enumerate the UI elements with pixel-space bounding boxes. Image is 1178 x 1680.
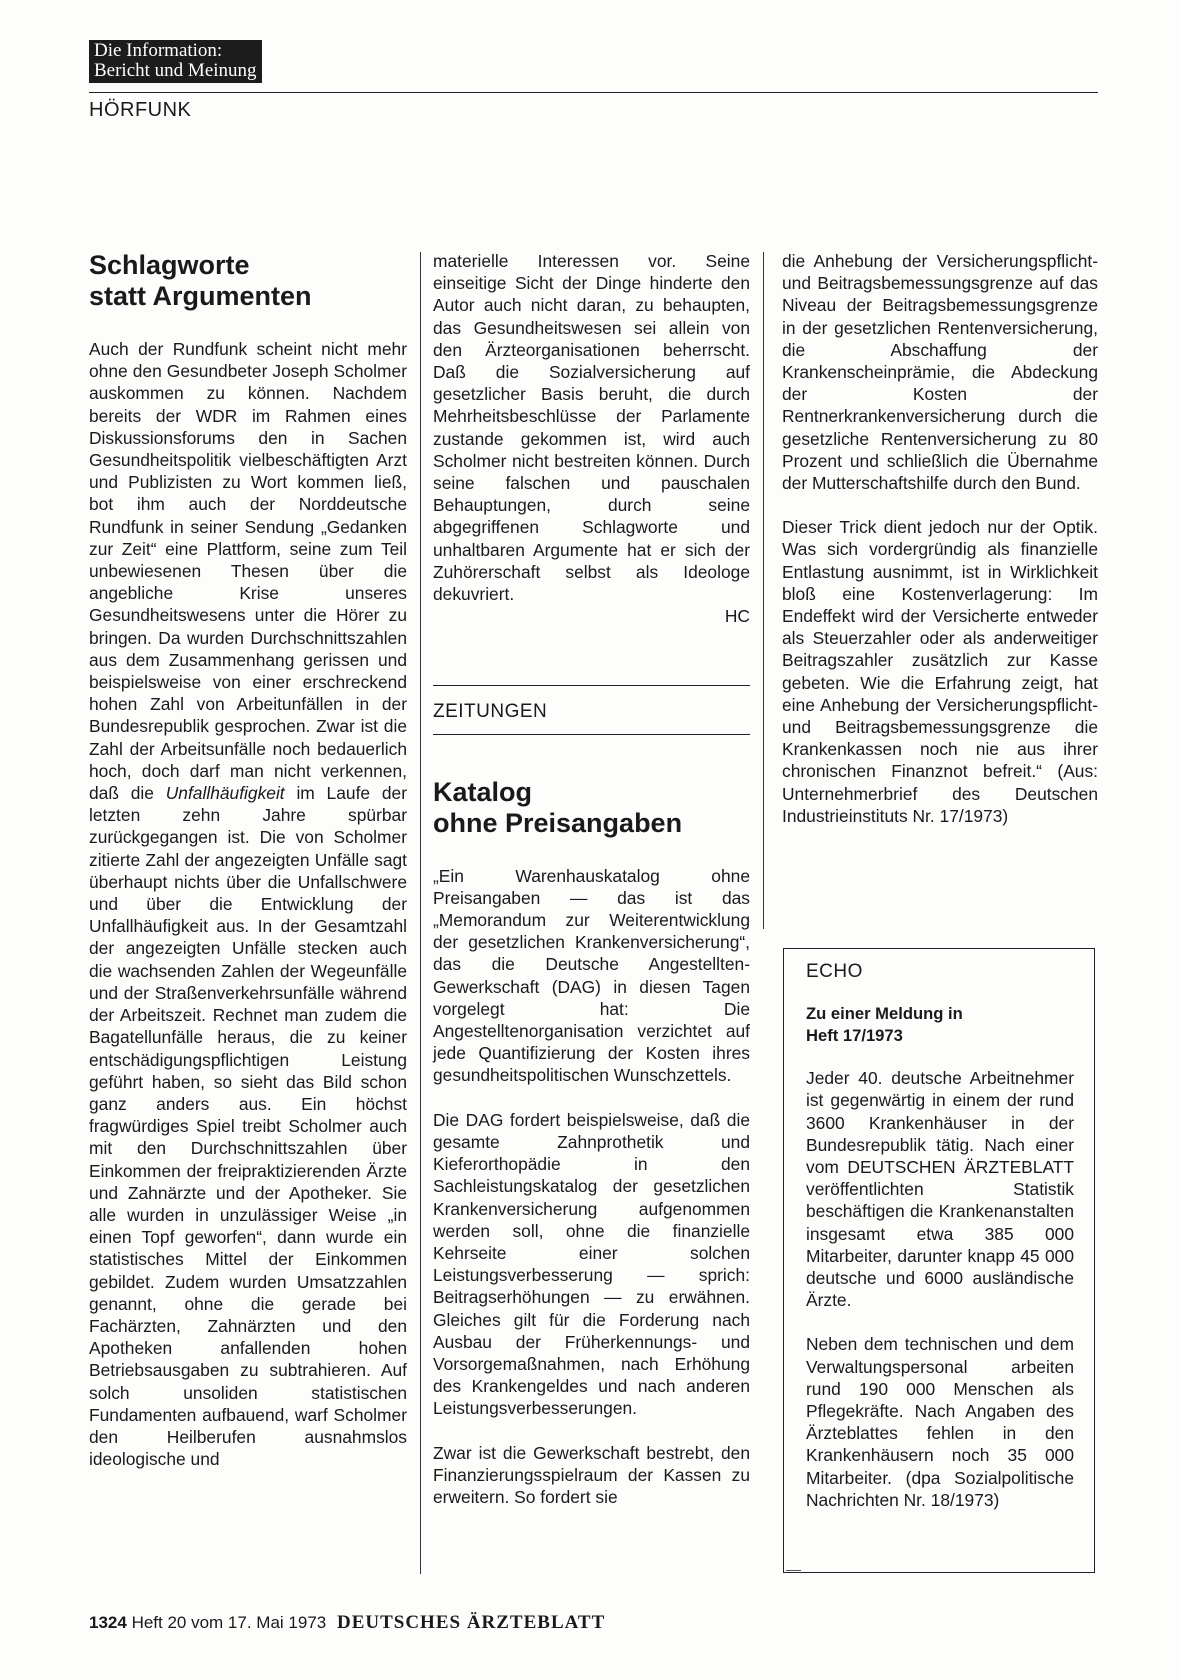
column-3	[782, 250, 1098, 827]
article-1-continuation: materielle Interessen vor. Seine einseitige Sicht der Dinge hinderte den Autor auch nicht daran, zu behaupten, das Gesundheitswesen sei allein von den Ärzteorganisationen beherrscht. Daß die Sozialversicherung auf gesetzlicher Basis beruht, die durch Mehrheitsbeschlüsse der Parlamente zustande gekommen ist, wird auch Scholmer nicht bestreiten können. Durch seine falschen und pauschalen Behauptungen, durch seine abgegriffenen Schlagworte und unhaltbaren Argumente hat er sich der Zuhörerschaft selbst als Ideologe dekuvriert.	[433, 251, 750, 605]
masthead-line-2: Bericht und Meinung	[94, 60, 257, 81]
article-2-paragraph-2: Die DAG fordert beispielsweise, daß die gesamte Zahnprothetik und Kieferorthopädie in den Sachleistungskatalog der gesetzlichen Krankenversicherung aufgenommen werden soll, ohne die finanzielle Kehrseite einer solchen Leistungsverbesserung — sprich: Beitragserhöhungen — zu erwähnen. Gleiches gilt für die Forderung nach Ausbau der Früherkennungs- und Vorsorgemaßnahmen, nach Erhöhung des Krankengeldes und nach anderen Leistungsverbesserungen.	[433, 1109, 750, 1419]
echo-paragraph-1: Jeder 40. deutsche Arbeitnehmer ist gegenwärtig in einem der rund 3600 Krankenhäuser in der Bundesrepublik tätig. Nach einer vom DEUTSCHEN ÄRZTEBLATT veröffentlichten Statistik beschäftigen die Krankenanstalten insgesamt etwa 385 000 Mitarbeiter, darunter knapp 45 000 deutsche und 6000 ausländische Ärzte.	[806, 1068, 1074, 1311]
article-1-headline-line-1: Schlagworte	[89, 250, 250, 280]
article-2-headline-line-2: ohne Preisangaben	[433, 807, 683, 838]
section-rule-bottom	[433, 734, 750, 735]
article-1-signature-row	[433, 605, 750, 627]
article-1-headline	[89, 250, 407, 312]
echo-title: ECHO	[806, 961, 863, 982]
article-1-headline-line-2: statt Argumenten	[89, 281, 312, 311]
echo-subtitle	[806, 1003, 1074, 1047]
column-1	[89, 250, 407, 1470]
article-2-paragraph-4: die Anhebung der Versicherungspflicht- und Beitragsbemessungsgrenze auf das Niveau der Beitragsbemessungsgrenze in der gesetzlichen Rentenversicherung, die Abschaffung der Krankenscheinprämie, die Abdeckung der Kosten der Rentnerkrankenversicherung durch die gesetzliche Rentenversicherung zu 80 Prozent und schließlich die Übernahme der Mutterschaftshilfe durch den Bund.	[782, 251, 1098, 494]
article-1-body-text-rest: im Laufe der letzten zehn Jahre spürbar zurückgegangen ist. Die von Scholmer zitierte Zahl der angezeigten Unfälle sagt überhaupt nichts über die Unfallschwere und über die Entwicklung der Unfallhäufigkeit aus. In der Gesamtzahl der angezeigten Unfälle stecken auch die wachsenden Zahlen der Wegeunfälle und der Straßenverkehrsunfälle während der Arbeitszeit. Rechnet man zudem die Bagatellunfälle heraus, die zu keiner entschädigungspflichtigen Leistung geführt haben, so sieht das Bild schon ganz anders aus. Ein höchst fragwürdiges Spiel treibt Scholmer auch mit den Durchschnittszahlen über Einkommen der freipraktizierenden Ärzte und Zahnärzte und der Apotheker. Sie alle wurden in unzulässiger Weise „in einen Topf geworfen“, dann wurde ein statistisches Mittel der Einkommen gebildet. Zudem wurden Umsatzzahlen genannt, ohne die gerade bei Fachärzten, Zahnärzten und den Apotheken anfallenden hohen Betriebsausgaben zu subtrahieren. Auf solch unsoliden statistischen Fundamenten aufbauend, warf Scholmer den Heilberufen ausnahmslos ideologische und	[89, 783, 407, 1470]
article-2-paragraph-1: „Ein Warenhauskatalog ohne Preisangaben — das ist das „Memorandum zur Weiterentwicklung der gesetzlichen Krankenversicherung“, das die Deutsche Angestellten-Gewerkschaft (DAG) in diesen Tagen vorgelegt hat: Die Angestelltenorganisation verzichtet auf jede Quantifizierung der Kosten ihres gesundheitspolitischen Wunschzettels.	[433, 865, 750, 1086]
column-divider-2	[763, 252, 764, 929]
article-1-signature: HC	[724, 606, 750, 627]
journal-title: DEUTSCHES ÄRZTEBLATT	[336, 1612, 606, 1633]
article-1-body-text: Auch der Rundfunk scheint nicht mehr ohne den Gesundbeter Joseph Scholmer auskommen zu können. Nachdem bereits der WDR im Rahmen eines Diskussionsforums den in Sachen Gesundheitspolitik vielbeschäftigten Arzt und Publizisten zu Wort kommen ließ, bot ihm auch der Norddeutsche Rundfunk in seiner Sendung „Gedanken zur Zeit“ eine Plattform, seine zum Teil unbewiesenen Thesen über die angebliche Krise unseres Gesundheitswesens unter die Hörer zu bringen. Da wurden Durchschnittszahlen aus dem Zusammenhang gerissen und beispielsweise von einer erschreckend hohen Zahl von Arbeitunfällen in der Bundesrepublik gesprochen. Zwar ist die Zahl der Arbeitsunfälle noch bedauerlich hoch, doch darf man nicht verkennen, daß die	[89, 339, 407, 804]
page-footer	[89, 1612, 605, 1634]
issue-info: Heft 20 vom 17. Mai 1973	[131, 1613, 327, 1632]
echo-box	[783, 948, 1095, 1573]
echo-paragraph-2: Neben dem technischen und dem Verwaltungspersonal arbeiten rund 190 000 Menschen als Pflegekräfte. Nach Angaben des Ärzteblattes fehlen in den Krankenhäusern noch 35 000 Mitarbeiter. (dpa Sozialpolitische Nachrichten Nr. 18/1973)	[806, 1334, 1074, 1510]
section-zeitungen	[433, 685, 750, 734]
article-2-paragraph-3: Zwar ist die Gewerkschaft bestrebt, den Finanzierungsspielraum der Kassen zu erweitern. So fordert sie	[433, 1442, 750, 1507]
article-2-headline	[433, 777, 750, 839]
echo-subtitle-line-2: Heft 17/1973	[806, 1026, 903, 1046]
column-2	[433, 250, 750, 1508]
masthead	[89, 40, 262, 83]
echo-corner-rule	[786, 1570, 801, 1571]
article-2-paragraph-5: Dieser Trick dient jedoch nur der Optik. Was sich vordergründig als finanzielle Entlastung ausnimmt, ist in Wirklichkeit bloß eine Kostenverlagerung: Im Endeffekt wird der Versicherte entweder als Steuerzahler oder als anderweitiger Beitragszahler zusätzlich zur Kasse gebeten. Wie die Erfahrung zeigt, hat eine Anhebung der Versicherungspflicht- und Beitragsbemessungsgrenze die Krankenkassen noch nie aus ihrer chronischen Finanznot befreit.“ (Aus: Unternehmerbrief des Deutschen Industrieinstituts Nr. 17/1973)	[782, 517, 1098, 826]
page-number: 1324	[89, 1613, 127, 1632]
column-divider-1	[420, 252, 421, 1574]
section-label-hoerfunk: HÖRFUNK	[89, 99, 192, 121]
article-2-headline-line-1: Katalog	[433, 776, 533, 807]
masthead-line-1: Die Information:	[94, 40, 223, 61]
article-1-body	[89, 338, 407, 1470]
article-1-emphasis: Unfallhäufigkeit	[165, 783, 285, 804]
section-label-zeitungen: ZEITUNGEN	[433, 701, 548, 723]
top-rule	[89, 92, 1098, 93]
echo-subtitle-line-1: Zu einer Meldung in	[806, 1004, 963, 1024]
